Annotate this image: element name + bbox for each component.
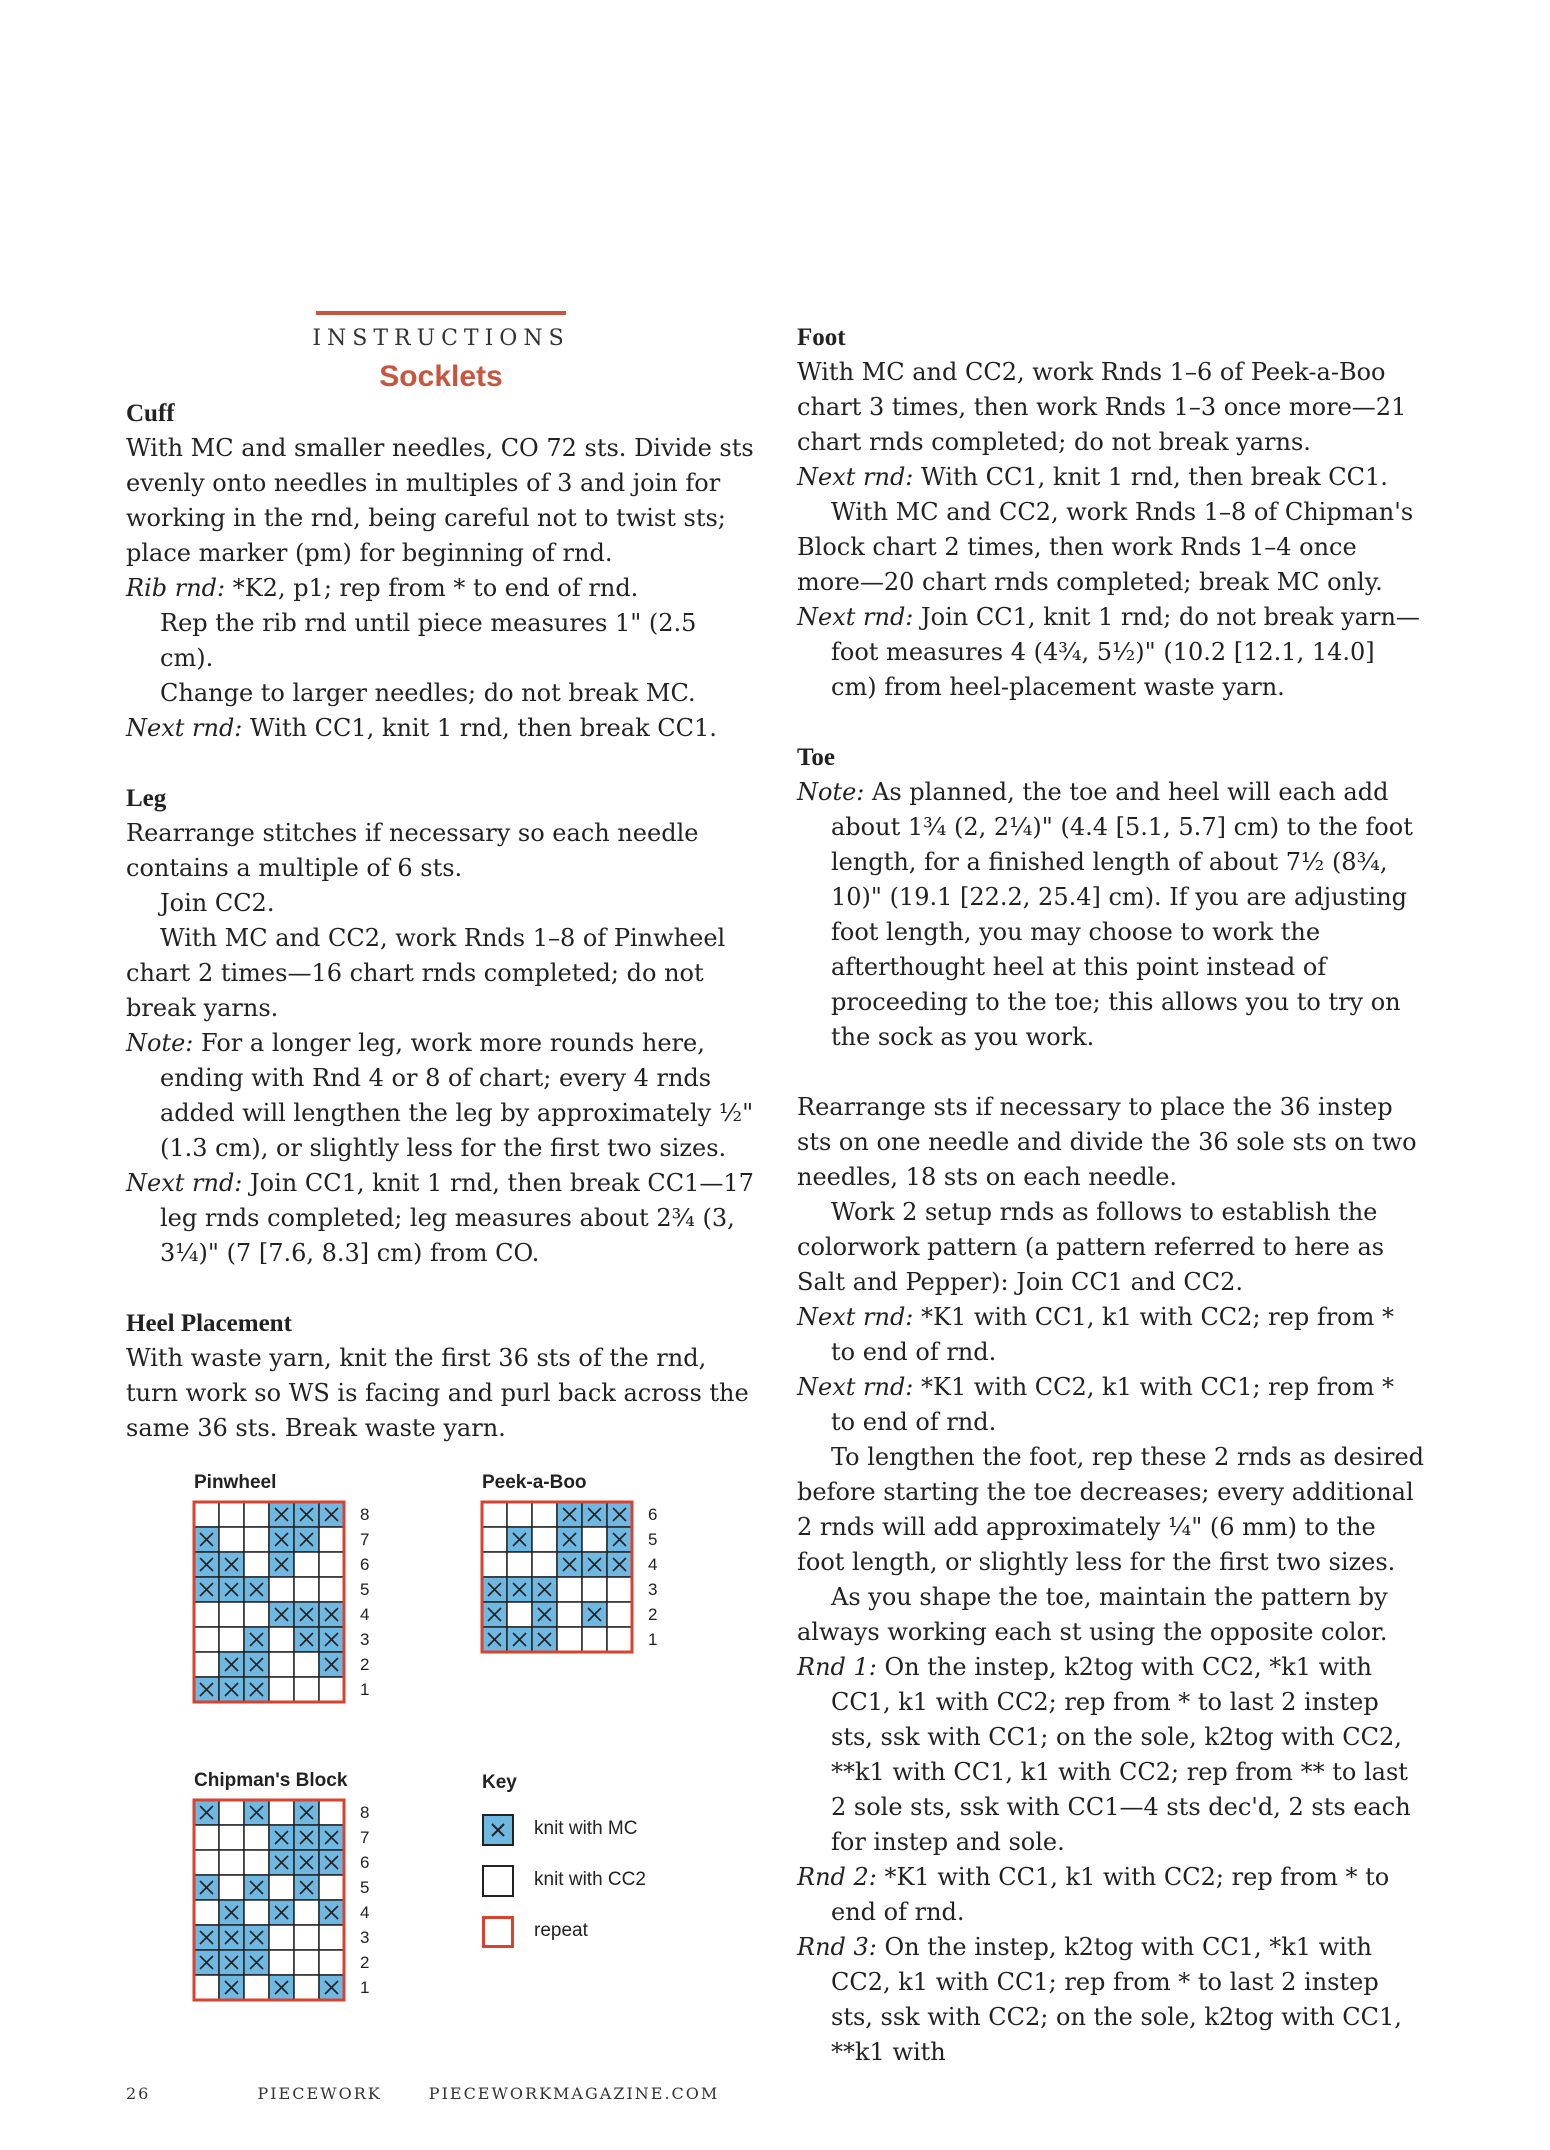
row-number: 3 (648, 1580, 658, 1599)
cc2-cell (244, 1850, 269, 1875)
cc2-cell (269, 1950, 294, 1975)
cuff-p2: Rep the rib rnd until piece measures 1" (2.5 cm). (160, 609, 697, 672)
cc2-cell (269, 1652, 294, 1677)
cc2-cell (319, 1950, 344, 1975)
cc2-cell (244, 1527, 269, 1552)
leg-p1: Rearrange stitches if necessary so each needle contains a multiple of 6 sts. (126, 819, 699, 882)
cc2-cell (269, 1627, 294, 1652)
cc2-cell (244, 1900, 269, 1925)
cc2-cell (319, 1677, 344, 1702)
cc2-cell (244, 1502, 269, 1527)
foot-next1 (797, 460, 1425, 495)
toe-p1: Rearrange sts if necessary to place the 36 instep sts on one needle and divide the 36 sole sts on two needles, 18 sts on each needle. (797, 1093, 1417, 1191)
next-label: Next rnd: (797, 603, 914, 631)
toe-p3: To lengthen the foot, rep these 2 rnds as desired before starting the toe decreases; every additional 2 rnds will add approximately ¼" (6 mm) to the foot length, or slightly less for the first two sizes. (797, 1443, 1425, 1576)
rnd-text: On the instep, k2tog with CC1, *k1 with CC2, k1 with CC1; rep from * to last 2 instep sts, ssk with CC2; on the sole, k2tog with CC1, **k1 with (831, 1933, 1402, 2066)
chart-title: Chipman's Block (194, 1770, 348, 1791)
row-number: 7 (360, 1530, 370, 1549)
cc2-cell (269, 1577, 294, 1602)
cc2-cell (194, 1652, 219, 1677)
page-footer (126, 2084, 759, 2103)
row-number: 6 (360, 1853, 370, 1872)
right-column (797, 320, 1425, 2070)
cc2-cell (219, 1825, 244, 1850)
rnd-text: *K1 with CC1, k1 with CC2; rep from * to end of rnd. (831, 1863, 1390, 1926)
next-text: Join CC1, knit 1 rnd; do not break yarn—foot measures 4 (4¾, 5½)" (10.2 [12.1, 14.0] cm) from heel-placement waste yarn. (831, 603, 1420, 701)
cc2-cell (269, 1925, 294, 1950)
rib-text: *K2, p1; rep from * to end of rnd. (225, 574, 639, 602)
next-text: *K1 with CC1, k1 with CC2; rep from * to end of rnd. (831, 1303, 1395, 1366)
mc-swatch-icon (482, 1814, 514, 1846)
cc2-cell (219, 1875, 244, 1900)
repeat-swatch-icon (482, 1916, 514, 1948)
chipman-chart (194, 1770, 384, 2008)
cc2-cell (507, 1502, 532, 1527)
key-cc2-label: knit with CC2 (534, 1869, 646, 1890)
rnd-label: Rnd 2: (797, 1863, 877, 1891)
next-text: Join CC1, knit 1 rnd, then break CC1—17 leg rnds completed; leg measures about 2¾ (3, 3¼)" (7 [7.6, 8.3] cm) from CO. (160, 1169, 754, 1267)
foot-p1: With MC and CC2, work Rnds 1–6 of Peek-a-Boo chart 3 times, then work Rnds 1–3 once more—21 chart rnds completed; do not break yarns. (797, 358, 1407, 456)
next-label: Next rnd: (797, 1303, 914, 1331)
cuff-rib (126, 571, 754, 606)
cc2-cell (557, 1577, 582, 1602)
cc2-swatch-icon (482, 1865, 514, 1897)
foot-heading: Foot (797, 324, 846, 351)
title-rule (316, 311, 566, 315)
toe-rnd2 (797, 1860, 1425, 1930)
rnd-label: Rnd 3: (797, 1933, 877, 1961)
cc2-cell (294, 1552, 319, 1577)
cc2-cell (219, 1627, 244, 1652)
foot-next2 (797, 600, 1425, 705)
row-number: 6 (360, 1555, 370, 1574)
toe-heading: Toe (797, 744, 835, 771)
cc2-cell (532, 1502, 557, 1527)
rnd-text: On the instep, k2tog with CC2, *k1 with CC1, k1 with CC2; rep from * to last 2 instep sts, ssk with CC1; on the sole, k2tog with CC2, **k1 with CC1, k1 with CC2; rep from ** to last 2 sole sts, ssk with CC1—4 sts dec'd, 2 sts each for instep and sole. (831, 1653, 1411, 1856)
cc2-cell (294, 1900, 319, 1925)
cc2-cell (319, 1800, 344, 1825)
cc2-cell (507, 1602, 532, 1627)
cc2-cell (219, 1527, 244, 1552)
cc2-cell (482, 1502, 507, 1527)
peekaboo-grid (482, 1502, 672, 1656)
cc2-cell (219, 1800, 244, 1825)
cc2-cell (244, 1975, 269, 2000)
leg-heading: Leg (126, 785, 167, 812)
row-number: 6 (648, 1505, 658, 1524)
toe-p4: As you shape the toe, maintain the pattern by always working each st using the opposite color. (797, 1583, 1388, 1646)
cuff-p1: With MC and smaller needles, CO 72 sts. Divide sts evenly onto needles in multiples of 3 and join for working in the rnd, being careful not to twist sts; place marker (pm) for beginning of rnd. (126, 434, 754, 567)
row-number: 4 (360, 1903, 370, 1922)
rib-label: Rib rnd: (126, 574, 226, 602)
cc2-cell (194, 1627, 219, 1652)
note-text: For a longer leg, work more rounds here, ending with Rnd 4 or 8 of chart; every 4 rnds added will lengthen the leg by approximately ½" (1.3 cm), or slightly less for the first two sizes. (160, 1029, 754, 1162)
cc2-cell (244, 1602, 269, 1627)
next-label: Next rnd: (797, 1373, 914, 1401)
row-number: 2 (648, 1605, 658, 1624)
cc2-cell (582, 1577, 607, 1602)
cc2-cell (319, 1527, 344, 1552)
cc2-cell (319, 1875, 344, 1900)
toe-rnd3 (797, 1930, 1425, 2070)
row-number: 7 (360, 1828, 370, 1847)
cc2-cell (194, 1602, 219, 1627)
leg-note (126, 1026, 754, 1166)
cc2-cell (482, 1552, 507, 1577)
foot-p2: With MC and CC2, work Rnds 1–8 of Chipman's Block chart 2 times, then work Rnds 1–4 once more—20 chart rnds completed; break MC only. (797, 498, 1414, 596)
note-text: As planned, the toe and heel will each add about 1¾ (2, 2¼)" (4.4 [5.1, 5.7] cm) to the foot length, for a finished length of about 7½ (8¾, 10)" (19.1 [22.2, 25.4] cm). If you are adjusting foot length, you may choose to work the afterthought heel at this point instead of proceeding to the toe; this allows you to try on the sock as you work. (831, 778, 1413, 1051)
cc2-cell (194, 1502, 219, 1527)
note-label: Note: (126, 1029, 194, 1057)
cc2-cell (607, 1577, 632, 1602)
next-text: *K1 with CC2, k1 with CC1; rep from * to end of rnd. (831, 1373, 1395, 1436)
cc2-cell (582, 1527, 607, 1552)
cc2-cell (482, 1527, 507, 1552)
row-number: 8 (360, 1803, 370, 1822)
row-number: 2 (360, 1953, 370, 1972)
cc2-cell (607, 1602, 632, 1627)
leg-next (126, 1166, 754, 1271)
cuff-p3: Change to larger needles; do not break MC. (160, 679, 696, 707)
row-number: 5 (648, 1530, 658, 1549)
cc2-cell (507, 1552, 532, 1577)
cc2-cell (244, 1552, 269, 1577)
peekaboo-chart (482, 1472, 672, 1660)
leg-p2: Join CC2. (160, 889, 275, 917)
cuff-heading: Cuff (126, 400, 175, 427)
cc2-cell (294, 1950, 319, 1975)
cc2-cell (294, 1652, 319, 1677)
chipman-grid (194, 1800, 384, 2004)
cc2-cell (194, 1825, 219, 1850)
row-number: 1 (360, 1680, 370, 1699)
toe-next1 (797, 1300, 1425, 1370)
key-repeat-label: repeat (534, 1920, 588, 1941)
toe-rnd1 (797, 1650, 1425, 1860)
cc2-cell (219, 1602, 244, 1627)
cc2-cell (294, 1925, 319, 1950)
chart-title: Peek-a-Boo (482, 1472, 587, 1493)
cc2-cell (219, 1502, 244, 1527)
cc2-cell (219, 1850, 244, 1875)
cc2-cell (557, 1627, 582, 1652)
row-number: 3 (360, 1630, 370, 1649)
x-mark-icon (484, 1816, 512, 1844)
cc2-cell (294, 1577, 319, 1602)
next-text: With CC1, knit 1 rnd, then break CC1. (242, 714, 717, 742)
cc2-cell (194, 1975, 219, 2000)
section-kicker: INSTRUCTIONS (312, 326, 570, 351)
row-number: 1 (360, 1978, 370, 1997)
cc2-cell (319, 1925, 344, 1950)
cc2-cell (194, 1850, 219, 1875)
row-number: 3 (360, 1928, 370, 1947)
page-number: 26 (126, 2084, 151, 2103)
heel-p1: With waste yarn, knit the first 36 sts of the rnd, turn work so WS is facing and purl back across the same 36 sts. Break waste yarn. (126, 1344, 749, 1442)
key-mc-label: knit with MC (534, 1818, 638, 1839)
leg-p3: With MC and CC2, work Rnds 1–8 of Pinwheel chart 2 times—16 chart rnds completed; do not break yarns. (126, 924, 726, 1022)
cc2-cell (244, 1825, 269, 1850)
cc2-cell (269, 1800, 294, 1825)
cc2-cell (319, 1577, 344, 1602)
toe-note (797, 775, 1425, 1055)
chart-title: Pinwheel (194, 1472, 277, 1493)
next-label: Next rnd: (126, 1169, 243, 1197)
next-label: Next rnd: (797, 463, 914, 491)
row-number: 4 (648, 1555, 658, 1574)
row-number: 8 (360, 1505, 370, 1524)
magazine-url: PIECEWORKMAGAZINE.COM (428, 2084, 720, 2103)
toe-next2 (797, 1370, 1425, 1440)
cc2-cell (582, 1627, 607, 1652)
cc2-cell (532, 1552, 557, 1577)
row-number: 2 (360, 1655, 370, 1674)
pattern-title: Socklets (379, 360, 503, 393)
cc2-cell (557, 1602, 582, 1627)
next-text: With CC1, knit 1 rnd, then break CC1. (913, 463, 1388, 491)
cc2-cell (294, 1677, 319, 1702)
row-number: 5 (360, 1580, 370, 1599)
cc2-cell (319, 1552, 344, 1577)
next-label: Next rnd: (126, 714, 243, 742)
row-number: 4 (360, 1605, 370, 1624)
cc2-cell (607, 1627, 632, 1652)
cc2-cell (269, 1875, 294, 1900)
cc2-cell (269, 1677, 294, 1702)
rnd-label: Rnd 1: (797, 1653, 877, 1681)
pinwheel-grid (194, 1502, 384, 1706)
cc2-cell (294, 1975, 319, 2000)
pinwheel-chart (194, 1472, 384, 1710)
cuff-next (126, 711, 754, 746)
toe-p2: Work 2 setup rnds as follows to establish the colorwork pattern (a pattern referred to here as Salt and Pepper): Join CC1 and CC2. (797, 1198, 1385, 1296)
left-column (126, 320, 754, 1446)
magazine-name: PIECEWORK (257, 2084, 382, 2103)
note-label: Note: (797, 778, 865, 806)
row-number: 1 (648, 1630, 658, 1649)
heel-heading: Heel Placement (126, 1310, 292, 1337)
cc2-cell (532, 1527, 557, 1552)
row-number: 5 (360, 1878, 370, 1897)
key-title: Key (482, 1772, 517, 1793)
cc2-cell (194, 1900, 219, 1925)
